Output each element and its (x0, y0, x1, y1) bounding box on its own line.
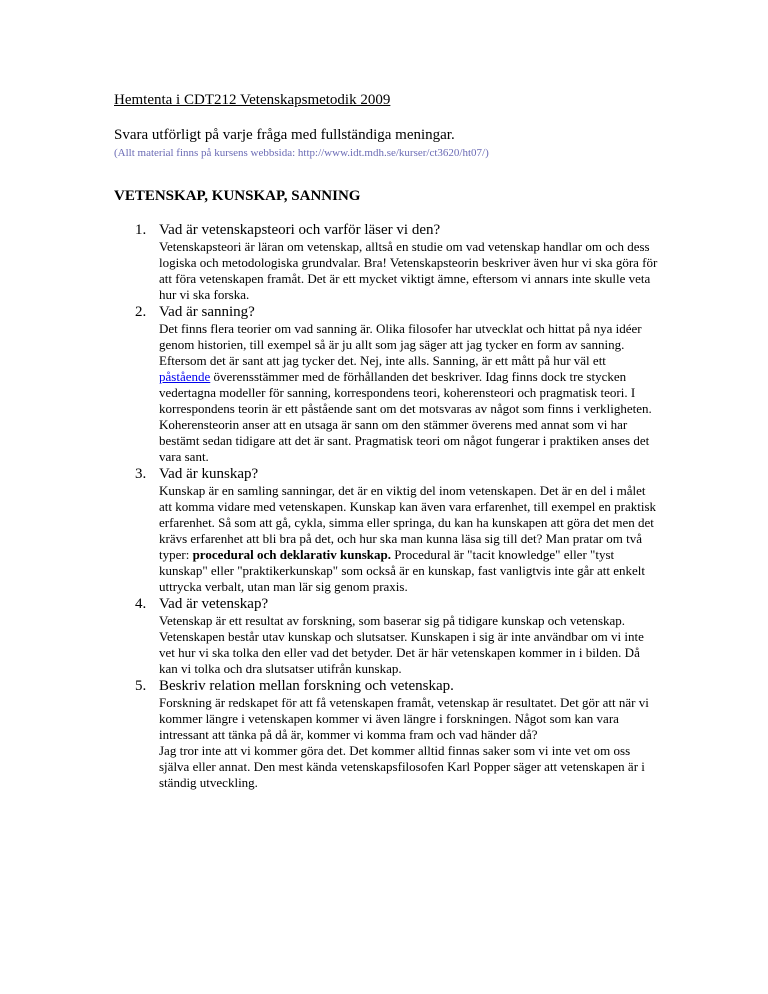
answer-text: Forskning är redskapet för att få vetenskapen framåt, vetenskap är resultatet. Det gör att när vi kommer längre i vetenskapen kommer vi även längre i forskningen. Något som kan vara intressant att tänka på då är, kommer vi komma fram och vad händer då? (159, 695, 649, 742)
question-text: Vad är sanning? (159, 304, 255, 320)
question-text: Vad är vetenskap? (159, 596, 269, 612)
question-number: 1. (135, 222, 147, 238)
question-item-4 (114, 595, 660, 677)
answer-text: Vetenskap är ett resultat av forskning, som baserar sig på tidigare kunskap och vetenskap. Vetenskapen består utav kunskap och slutsatser. Kunskapen i sig är inte användbar om vi inte vet hur vi ska tolka den eller vad det betyder. Det är här vetenskapen kommer in i bilden. Då kan vi tolka och dra slutsatser utifrån kunskap. (159, 613, 644, 676)
question-item-1 (114, 221, 660, 303)
answer-text (159, 483, 660, 595)
question-list (114, 221, 660, 791)
question-number: 2. (135, 304, 147, 320)
question-number: 5. (135, 678, 147, 694)
question-number: 3. (135, 466, 147, 482)
instruction-text: Svara utförligt på varje fråga med fullständiga meningar. (114, 127, 455, 143)
document-title: Hemtenta i CDT212 Vetenskapsmetodik 2009 (114, 92, 391, 108)
answer-bold-term: procedural och deklarativ kunskap. (192, 547, 391, 562)
answer-text-part: överensstämmer med de förhållanden det beskriver. Idag finns dock tre stycken vedertagna modeller för sanning, korrespondens teori, koherensteori och pragmatisk teori. I korrespondens teorin är ett påstående sant om det motsvaras av något som finns i verkligheten. Koherensteorin anser att en utsaga är sann om den stämmer överens med annat som vi har bestämt sedan tidigare att det är sant. Pragmatisk teori om något fungerar i praktiken anses det vara sant. (159, 369, 652, 464)
question-item-2 (114, 303, 660, 465)
question-text: Vad är kunskap? (159, 466, 259, 482)
question-item-3 (114, 465, 660, 595)
question-item-5 (114, 677, 660, 791)
answer-text (159, 321, 660, 465)
pastaende-link[interactable]: påstående (159, 369, 211, 384)
answer-text-part: Kunskap är en samling sanningar, det är en viktig del inom vetenskapen. Det är en del i målet att komma vidare med vetenskapen. Kunskap kan även vara erfarenhet, till exempel en praktisk erfarenhet. Så som att gå, cykla, simma eller springa, du kan ha kunskapen att göra det men det krävs erfarenhet att bli bra på det, och hur ska man kunna läsa sig till det? Man pratar om två typer: (159, 483, 657, 562)
document-page (114, 91, 660, 791)
question-number: 4. (135, 596, 147, 612)
course-website-note: (Allt material finns på kursens webbsida: http://www.idt.mdh.se/kurser/ct3620/ht07/) (114, 147, 489, 159)
answer-text: Vetenskapsteori är läran om vetenskap, alltså en studie om vad vetenskap handlar om och dess logiska och metodologiska grundvalar. Bra! Vetenskapsteorin beskriver även hur vi ska göra för att föra vetenskapen framåt. Det är ett mycket viktigt ämne, eftersom vi annars inte skulle veta hur vi ska forska. (159, 239, 658, 302)
question-text: Vad är vetenskapsteori och varför läser vi den? (159, 222, 441, 238)
answer-text-part: Det finns flera teorier om vad sanning är. Olika filosofer har utvecklat och hittat på nya idéer genom historien, till exempel så är ju allt som jag säger att jag tycker en form av sanning. Eftersom det är sant att jag tycker det. Nej, inte alls. Sanning, är ett mått på hur väl ett (159, 321, 642, 368)
question-text: Beskriv relation mellan forskning och vetenskap. (159, 678, 454, 694)
answer-text-extra: Jag tror inte att vi kommer göra det. Det kommer alltid finnas saker som vi inte vet om oss själva eller annat. Den mest kända vetenskapsfilosofen Karl Popper säger att vetenskapen är i ständig utveckling. (159, 743, 645, 790)
answer-text-part: Procedural är "tacit knowledge" eller "tyst kunskap" eller "praktikerkunskap" som också är en kunskap, fast vanligtvis inte går att enkelt uttrycka verbalt, utan man lär sig genom praxis. (159, 547, 645, 594)
section-heading: VETENSKAP, KUNSKAP, SANNING (114, 188, 361, 204)
